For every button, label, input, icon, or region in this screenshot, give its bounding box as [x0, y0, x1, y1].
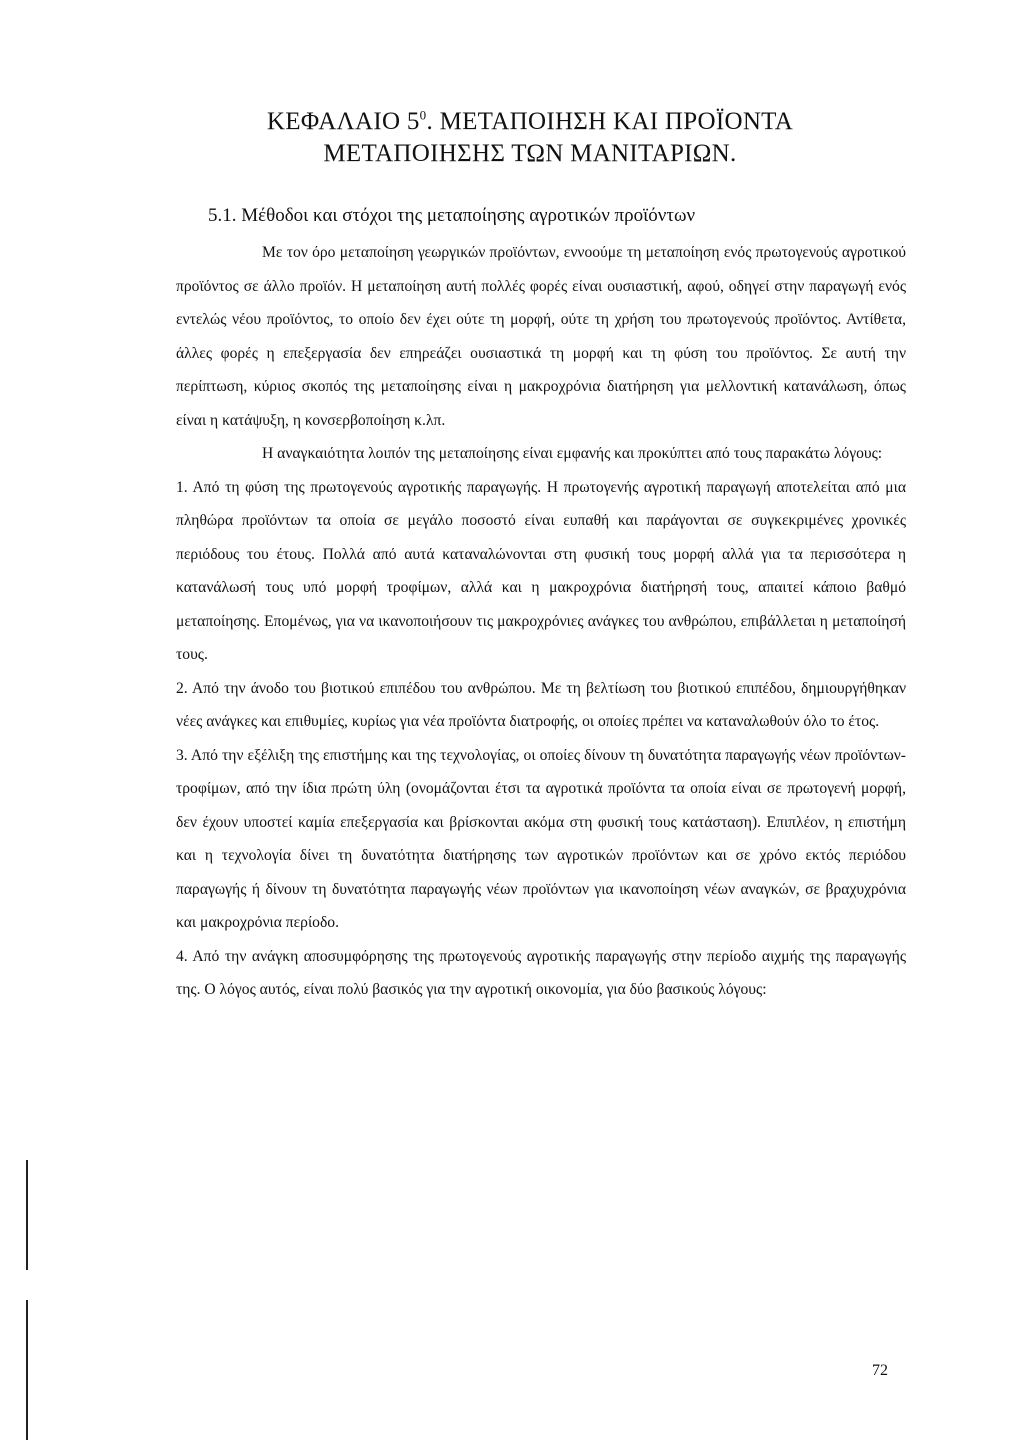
- scan-margin-line-lower: [26, 1300, 28, 1440]
- paragraph-necessity: Η αναγκαιότητα λοιπόν της μεταποίησης είναι εμφανής και προκύπτει από τους παρακάτω λόγους:: [262, 445, 883, 462]
- body-text: [176, 236, 906, 1007]
- chapter-number-superscript: 0: [419, 107, 427, 123]
- chapter-title-line-2: ΜΕΤΑΠΟΙΗΣΗΣ ΤΩΝ ΜΑΝΙΤΑΡΙΩΝ.: [323, 140, 737, 167]
- chapter-title-pre: ΚΕΦΑΛΑΙΟ 5: [266, 108, 420, 135]
- section-title: 5.1. Μέθοδοι και στόχοι της μεταποίησης αγροτικών προϊόντων: [208, 205, 696, 226]
- list-item-1: 1. Από τη φύση της πρωτογενούς αγροτικής παραγωγής. Η πρωτογενής αγροτική παραγωγή αποτελείται από μια πληθώρα προϊόντων τα οποία σε μεγάλο ποσοστό είναι ευπαθή και παράγονται σε συγκεκριμένες χρονικές περιόδους του έτους. Πολλά από αυτά καταναλώνονται στη φυσική τους μορφή αλλά για τα περισσότερα η κατανάλωσή τους υπό μορφή τροφίμων, αλλά και η μακροχρόνια διατήρησή τους, απαιτεί κάποιο βαθμό μεταποίησης. Επομένως, για να ικανοποιήσουν τις μακροχρόνιες ανάγκες του ανθρώπου, επιβάλλεται η μεταποίησή τους.: [176, 478, 906, 663]
- chapter-title-line-1: [150, 106, 910, 138]
- scan-margin-line-upper: [26, 1160, 28, 1270]
- list-item-4: 4. Από την ανάγκη αποσυμφόρησης της πρωτογενούς αγροτικής παραγωγής στην περίοδο αιχμής της παραγωγής της. Ο λόγος αυτός, είναι πολύ βασικός για την αγροτική οικονομία, για δύο βασικούς λόγους:: [176, 947, 906, 998]
- chapter-title: [150, 106, 910, 170]
- paragraph-intro: Με τον όρο μεταποίηση γεωργικών προϊόντων, εννοούμε τη μεταποίηση ενός πρωτογενούς αγροτικού προϊόντος σε άλλο προϊόν. Η μεταποίηση αυτή πολλές φορές είναι ουσιαστική, αφού, οδηγεί στην παραγωγή ενός εντελώς νέου προϊόντος, το οποίο δεν έχει ούτε τη μορφή, ούτε τη χρήση του πρωτογενούς προϊόντος. Αντίθετα, άλλες φορές η επεξεργασία δεν επηρεάζει ουσιαστικά τη μορφή και τη φύση του προϊόντος. Σε αυτή την περίπτωση, κύριος σκοπός της μεταποίησης είναι η μακροχρόνια διατήρηση για μελλοντική κατανάλωση, όπως είναι η κατάψυξη, η κονσερβοποίηση κ.λπ.: [176, 244, 906, 429]
- list-item-2: 2. Από την άνοδο του βιοτικού επιπέδου του ανθρώπου. Με τη βελτίωση του βιοτικού επιπέδου, δημιουργήθηκαν νέες ανάγκες και επιθυμίες, κυρίως για νέα προϊόντα διατροφής, οι οποίες πρέπει να καταναλωθούν όλο το έτος.: [176, 679, 906, 730]
- chapter-title-post: . ΜΕΤΑΠΟΙΗΣΗ ΚΑΙ ΠΡΟΪΟΝΤΑ: [426, 108, 794, 135]
- list-item-3: 3. Από την εξέλιξη της επιστήμης και της τεχνολογίας, οι οποίες δίνουν τη δυνατότητα παραγωγής νέων προϊόντων-τροφίμων, από την ίδια πρώτη ύλη (ονομάζονται έτσι τα αγροτικά προϊόντα τα οποία είναι σε πρωτογενή μορφή, δεν έχουν υποστεί καμία επεξεργασία και βρίσκονται ακόμα στη φυσική τους κατάσταση). Επιπλέον, η επιστήμη και η τεχνολογία δίνει τη δυνατότητα διατήρησης των αγροτικών προϊόντων και σε χρόνο εκτός περιόδου παραγωγής ή δίνουν τη δυνατότητα παραγωγής νέων προϊόντων για ικανοποίηση νέων αναγκών, σε βραχυχρόνια και μακροχρόνια περίοδο.: [176, 746, 906, 931]
- page-number: 72: [872, 1362, 888, 1379]
